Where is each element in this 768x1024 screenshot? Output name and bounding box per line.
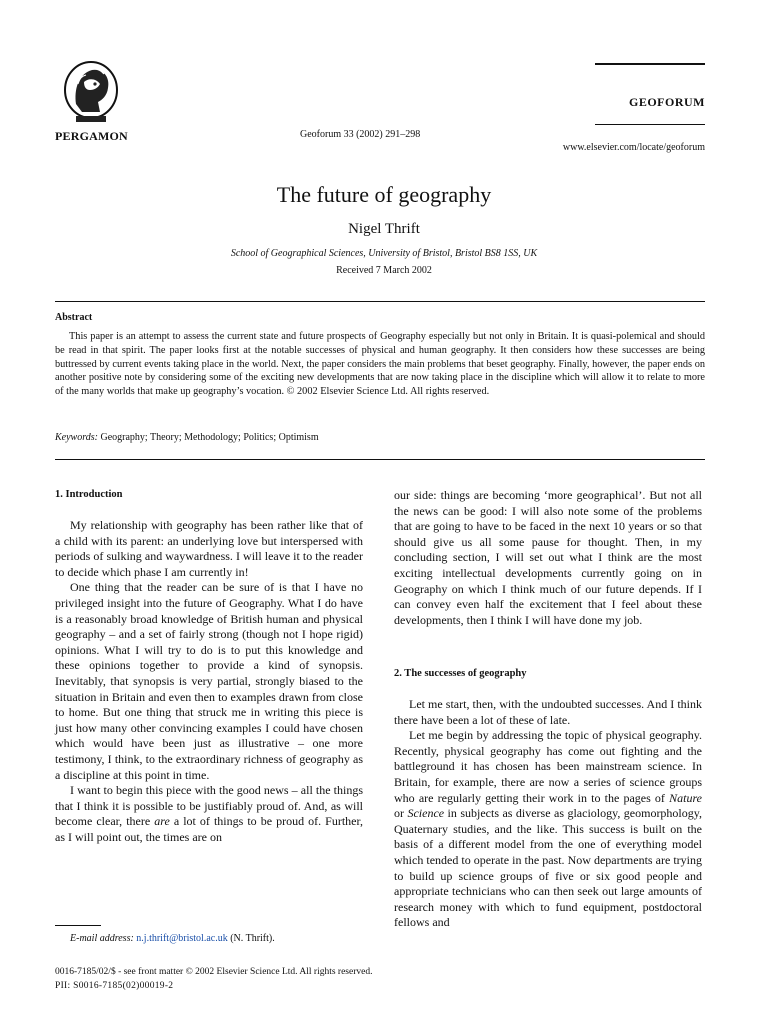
journal-citation: Geoforum 33 (2002) 291–298 (300, 129, 421, 140)
copyright-line: 0016-7185/02/$ - see front matter © 2002 Elsevier Science Ltd. All rights reserved. (55, 967, 373, 977)
footnote-suffix: (N. Thrift). (230, 933, 275, 944)
paragraph (55, 783, 363, 845)
column-left (55, 518, 363, 845)
paragraph-text: a lot of things to be proud of. Further, as I will point out, the times are on (55, 814, 364, 844)
received-date: Received 7 March 2002 (336, 265, 432, 276)
publisher-logo (62, 60, 120, 126)
pii-line: PII: S0016-7185(02)00019-2 (55, 981, 174, 991)
keywords (55, 432, 319, 443)
paragraph (394, 728, 702, 931)
emphasis: Science (407, 806, 445, 821)
publisher-name: PERGAMON (55, 129, 128, 143)
column-right (394, 488, 702, 628)
footnote-rule (55, 925, 101, 926)
paragraph-text: Let me begin by addressing the topic of physical geography. Recently, physical geography has come out fighting and the battleground it has chosen has been mainstream science. In Britain, for example, there are now a series of science groups who are regularly getting their work in to the pages of (394, 728, 702, 805)
journal-rule-bottom (595, 124, 705, 125)
section-heading-successes: 2. The successes of geography (394, 668, 527, 679)
paragraph-text: in subjects as diverse as glaciology, geomorphology, Quaternary studies, and the like. This success is built on the basis of a different model from the one of everything model which tended to operate in the past. Now departments are trying to build up science groups of five or six good people and appropriate technicians who can then seek out large amounts of research money with which to fund equipment, postdoctoral fellows and (394, 806, 702, 930)
keywords-list: Geography; Theory; Methodology; Politics; Optimism (100, 432, 319, 443)
abstract-rule-bottom (55, 459, 705, 460)
column-right-section2 (394, 697, 702, 931)
author-email-link[interactable]: n.j.thrift@bristol.ac.uk (136, 933, 228, 944)
journal-name: GEOFORUM (629, 95, 705, 109)
abstract-heading: Abstract (55, 312, 93, 323)
emphasis: Nature (669, 790, 702, 805)
footnote (70, 933, 275, 944)
article-title: The future of geography (276, 182, 492, 207)
paragraph: our side: things are becoming ‘more geographical’. But not all the news can be good: I will also note some of the problems that are going to have to be faced in the next 10 years or so that should give us all some pause for thought. Then, in my concluding section, I will set out what I think are the most exciting intellectual developments currently going on in Geography on which I think much of our future depends. If I can convey even half the excitement that I feel about these developments, then I think I will have done my job. (394, 488, 702, 627)
journal-rule-top (595, 63, 705, 65)
abstract-rule-top (55, 301, 705, 302)
author-affiliation: School of Geographical Sciences, University of Bristol, Bristol BS8 1SS, UK (230, 248, 538, 259)
section-heading-introduction: 1. Introduction (55, 489, 123, 500)
paragraph: One thing that the reader can be sure of is that I have no privileged insight into the future of Geography. What I do have is a reasonably broad knowledge of British human and physical geography – and a set of fairly strong (though not I hope rigid) opinions. What I will try to do is to put this knowledge and these opinions together to provide a kind of synopsis. Inevitably, that synopsis is very partial, strongly biased to the situation in Britain and even then to examples drawn from close to home. But one thing that struck me in writing this piece is just how many other convincing examples I could have chosen which would have been just as illustrative – one more testimony, I think, to the extraordinary richness of geography as a discipline at this point in time. (55, 580, 363, 782)
article-author: Nigel Thrift (348, 221, 420, 237)
paragraph-text: or (394, 806, 408, 821)
paragraph-text: I want to begin this piece with the good news – all the things that I think it is possible to be justifiably proud of. And, as will become clear, there (55, 783, 363, 829)
journal-url[interactable]: www.elsevier.com/locate/geoforum (562, 142, 705, 153)
paragraph: Let me start, then, with the undoubted successes. And I think there have been a lot of these of late. (394, 697, 702, 727)
footnote-label: E-mail address: (70, 933, 134, 944)
emphasis: are (154, 814, 170, 829)
abstract-text: This paper is an attempt to assess the current state and future prospects of Geography especially but not only in Britain. It is quasi-polemical and should be read in that spirit. The paper looks first at the notable successes of physical and human geography. It then considers how these successes are being buttressed by current events taking place in the world. Next, the paper considers the main problems that beset geography. Finally, however, the paper ends on another positive note by considering some of the exciting new developments that are now taking place in the discipline which will allow it to relate to more of the many worlds that make up geography’s vocation. © 2002 Elsevier Science Ltd. All rights reserved. (55, 331, 705, 398)
paragraph: My relationship with geography has been rather like that of a child with its parent: an underlying love but interspersed with periods of sulking and waywardness. I will leave it to the reader to decide which phase I am currently in! (55, 518, 363, 579)
keywords-label: Keywords: (55, 432, 98, 443)
